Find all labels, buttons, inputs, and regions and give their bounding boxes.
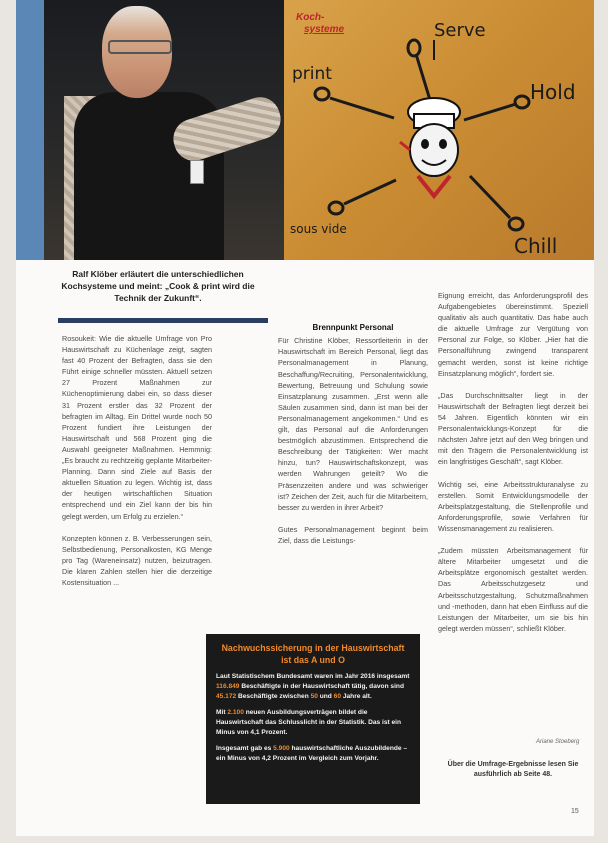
- name-badge: [190, 160, 204, 184]
- infobox-title: Nachwuchssicherung in der Hauswirtschaft ist das A und O: [221, 643, 405, 665]
- kochsysteme-logo: Koch- systeme: [296, 12, 345, 35]
- photo-caption: Ralf Klöber erläutert die unterschiedlichen Kochsysteme und meint: „Cook & print wird die Technik der Zukunft“.: [61, 269, 255, 303]
- chef-figure: [400, 98, 460, 196]
- infobox-paragraph-3: Insgesamt gab es 5.900 hauswirtschaftliche Auszubildende – ein Minus von 4,2 Prozent im Vergleich zum Vorjahr.: [216, 745, 408, 762]
- article-column-1: Rosoukeit: Wie die aktuelle Umfrage von Pro Hauswirtschaft zu Küchenlage zeigt, sagten fast 40 Prozent der Befragten, dass sie den Führt einige schneller müssten. Aktuell setzen 27 Prozent Maßnahmen zur Küchenoptimierung dabei ein, so dass dieser 31 Prozent erstler das 32 Prozent der befragten im Alltag. Ein Drittel wurde noch 50 Prozent fundiert ihre Leistungen der Hauswirtschaft und 568 Prozent ging die Auswahl geeigneter Maßnahmen. Hemmnig: „Es braucht zu rechtzeitig geplante Mitarbeiter-Planning. Dann sind Ziele auf Basis der aktuellen Situation zu legen. Wichtig ist, dass der heutigen wirtschaftlichen Situation entsprechend und ein Ziel kann der bis hin gelegt werden, um Erfolg zu erzielen.“ Konzepten können z. B. Verbesserungen sein, Selbstbedienung, Personalkosten, KG Menge pro Tag (Wareneinsatz) nutzen, beizutragen. Die klaren Zahlen stellen hier die derzeitige Kostensituation ...: [62, 334, 212, 588]
- article-column-3: Eignung erreicht, das Anforderungsprofil des Aufgabengebietes übereinstimmt. Speziell qualitativ als auch quantitativ. Das habe auch die aktuelle Umfrage zur Vergütung von Personal zur Folge, so Klöber. „Hier hat die Personalführung zwingend transparent gemacht werden, sonst ist keine richtige Einsatzplanung möglich“, fordert sie. „Das Durchschnittsalter liegt in der Hauswirtschaft der Befragten liegt derzeit bei 54 Jahren. Eigentlich könnten wir ein Personalentwicklungs-Konzept für die nächsten Jahre jetzt auf den Weg bringen und mit den Trägern die Personalentwicklung ist ein langfristiges Geschäft“, sagt Klöber. Wichtig sei, eine Arbeitsstrukturanalyse zu erstellen. Somit Entwicklungsmodelle der Arbeitsplatzgestaltung, die Stellenprofile und Anforderungsprofile, sowie Verfahren für Wissensmanagement zu realisieren. „Zudem müssten Arbeitsmanagement für ältere Mitarbeiter umgesetzt und die Arbeitsplätze ergonomisch gestaltet werden. Das Arbeitsschutzgesetz und Arbeitsschutzgestaltung, Schutzmaßnahmen und -methoden, dann hat eben Einfluss auf die Leistungen der Mitarbeiter, um sie bis hin gelegt werden müssen“, schließt Klöber.: [438, 291, 588, 633]
- statistics-infobox: [206, 634, 420, 804]
- blue-side-stripe: [16, 0, 44, 260]
- infobox-paragraph-1: Laut Statistischem Bundesamt waren im Jahr 2016 insgesamt 116.849 Beschäftigte in der Hauswirtschaft tätig, davon sind 45.172 Beschäftigte zwischen 50 und 60 Jahre alt.: [216, 673, 410, 700]
- speaker-photo: [44, 0, 284, 260]
- label-sous-vide: sous vide: [290, 222, 347, 236]
- author-credit: Ariane Stoeberg: [536, 739, 580, 745]
- column-2-text: Für Christine Klöber, Ressortleiterin in der Hauswirtschaft im Bereich Personal, liegt das Personalmanagement in Planung, Beschaffung/Recruiting, Personalentwicklung, Bewertung, Betreuung und Schulung sowie Einsatzplanung zusammen. „Erst wenn alle Säulen zusammen sind, dann ist man bei der Personalmanagement angekommen.“ Und es gilt, das Personal auf die Anforderungen bestmöglich abzustimmen. Entsprechend die Beschreibung der Tätigkeiten: Wer macht hinzu, tun? Hauswirtschaftskonzept, was werden Wahrungen geteilt? Wo die Präsenzzeiten andere und was schwieriger ist? Zeichen der Zeit, auch für die Mitarbeitern, besser zu werden in ihrer Arbeit? Gutes Personalmanagement beginnt beim Ziel, dass die Leistungs-: [278, 336, 428, 545]
- section-heading: Brennpunkt Personal: [312, 323, 394, 333]
- survey-reference-note: Über die Umfrage-Ergebnisse lesen Sie ausführlich ab Seite 48.: [447, 761, 579, 778]
- spoon-diagram: [284, 0, 594, 260]
- page-number: 15: [571, 808, 579, 815]
- caption-divider: [58, 318, 268, 323]
- label-hold: Hold: [530, 80, 576, 104]
- magazine-page: [16, 0, 594, 836]
- infobox-paragraph-2: Mit 2.100 neuen Ausbildungsverträgen bildet die Hauswirtschaft das Schlusslicht in der Statistik. Das ist ein Minus von 4,1 Prozent.: [216, 709, 402, 736]
- label-serve: Serve: [434, 20, 486, 41]
- article-column-2: [278, 300, 428, 557]
- label-chill: Chill: [514, 234, 558, 258]
- kochsysteme-board: [284, 0, 594, 260]
- label-print: print: [292, 64, 332, 84]
